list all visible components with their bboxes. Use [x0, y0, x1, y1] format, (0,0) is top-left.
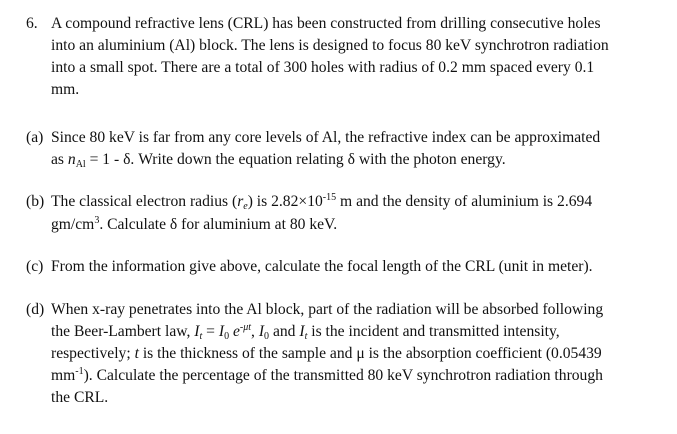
part-d-line-5: the CRL.: [51, 389, 109, 406]
subscript-0: 0: [224, 331, 230, 342]
part-d-line-2: [51, 322, 560, 342]
question-6-line-1: A compound refractive lens (CRL) has been constructed from drilling consecutive holes: [51, 15, 601, 32]
text: ,: [251, 323, 259, 340]
question-number: 6.: [26, 15, 38, 32]
part-c-label: (c): [26, 258, 44, 275]
question-6-line-3: into a small spot. There are a total of 300 holes with radius of 0.2 mm spaced every 0.1: [51, 59, 595, 76]
question-6-line-2: into an aluminium (Al) block. The lens is designed to focus 80 keV synchrotron radiation: [51, 37, 609, 54]
text: ). Calculate the percentage of the transmitted 80 keV synchrotron radiation through: [83, 367, 603, 384]
text: m and the density of aluminium is 2.694: [336, 193, 593, 210]
part-d-line-1: When x-ray penetrates into the Al block, part of the radiation will be absorbed following: [51, 301, 604, 318]
subscript-e: e: [243, 201, 248, 212]
part-a: [26, 128, 666, 172]
exponent: -1: [75, 366, 84, 377]
refractive-index-symbol: n: [67, 151, 76, 168]
exponent: -μt: [239, 322, 252, 333]
intensity-symbol: I: [194, 323, 200, 340]
intensity-symbol: I: [299, 323, 305, 340]
text: ) is 2.82×10: [247, 193, 323, 210]
text: gm/cm: [51, 216, 95, 233]
exponential-symbol: e: [232, 323, 240, 340]
part-b-line-1: [51, 192, 592, 212]
question-6: [26, 14, 666, 104]
text: is the incident and transmitted intensity,: [307, 323, 560, 340]
text: . Calculate δ for aluminium at 80 keV.: [99, 216, 338, 233]
text: = 1 - δ. Write down the equation relating δ with the photon energy.: [85, 151, 506, 168]
part-c: [26, 257, 666, 279]
part-b-label: (b): [26, 193, 45, 210]
subscript-al: Al: [75, 159, 86, 170]
subscript-t: t: [304, 331, 308, 342]
subscript-0: 0: [264, 331, 270, 342]
part-b: [26, 192, 666, 236]
intensity-symbol: I: [258, 323, 265, 340]
text: =: [202, 323, 219, 340]
electron-radius-symbol: r: [237, 193, 244, 210]
thickness-symbol: t: [134, 345, 139, 362]
text: respectively;: [51, 345, 135, 362]
text: The classical electron radius (: [51, 193, 238, 210]
exponent: -15: [322, 192, 337, 203]
text: and: [269, 323, 300, 340]
text: mm: [51, 367, 76, 384]
subscript-t: t: [199, 331, 203, 342]
part-d-line-3: [51, 344, 602, 364]
question-6-line-4: mm.: [51, 81, 80, 98]
part-d-line-4: [51, 366, 603, 386]
part-d-label: (d): [26, 301, 45, 318]
part-a-line-2: [51, 150, 506, 170]
part-b-line-2: [51, 215, 337, 235]
part-c-line-1: From the information give above, calculate the focal length of the CRL (unit in meter).: [51, 258, 593, 275]
text: as: [51, 151, 68, 168]
text: is the thickness of the sample and μ is the absorption coefficient (0.05439: [138, 345, 602, 362]
part-a-label: (a): [26, 129, 44, 146]
part-d: [26, 300, 666, 412]
text: the Beer-Lambert law,: [51, 323, 195, 340]
intensity-symbol: I: [218, 323, 225, 340]
exponent: 3: [94, 215, 100, 226]
part-a-line-1: Since 80 keV is far from any core levels of Al, the refractive index can be approximated: [51, 129, 601, 146]
